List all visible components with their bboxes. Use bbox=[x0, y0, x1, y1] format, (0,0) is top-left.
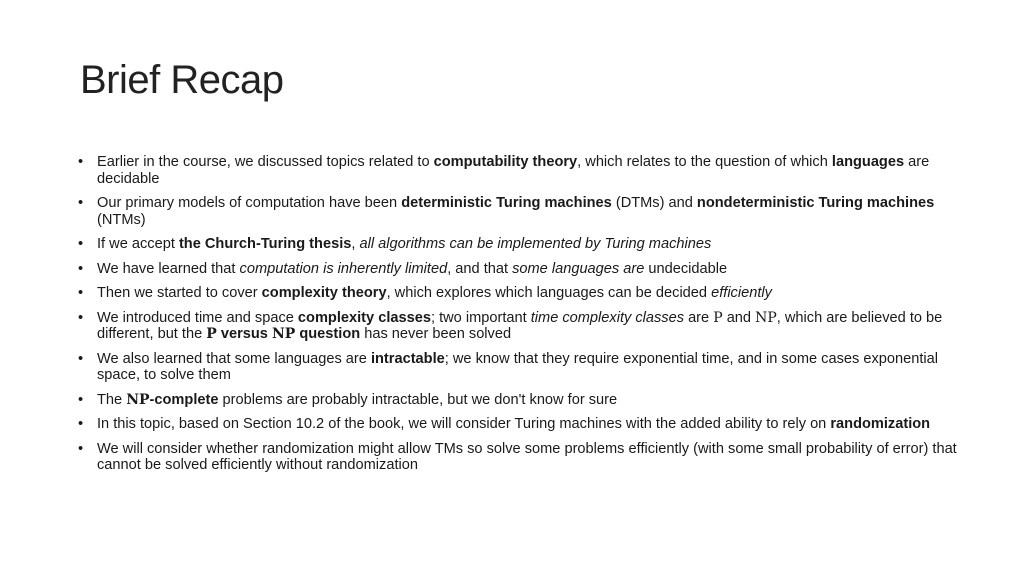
text-run: We will consider whether randomization might allow TMs so solve some problems efficiently (with some small probability of error) that cannot be solved efficiently without randomization bbox=[97, 440, 957, 473]
text-run: and bbox=[722, 309, 756, 326]
math-symbol-bold: NP bbox=[126, 391, 150, 408]
italic-phrase: time complexity classes bbox=[530, 309, 685, 326]
text-run: We also learned that some languages are bbox=[97, 350, 371, 367]
text-run: The bbox=[97, 391, 127, 408]
math-symbol: P bbox=[713, 309, 723, 326]
text-run: ; two important bbox=[430, 309, 531, 326]
text-run: Earlier in the course, we discussed topics related to bbox=[97, 154, 434, 170]
text-run: are bbox=[684, 309, 714, 326]
text-run: (DTMs) and bbox=[611, 195, 697, 211]
bullet-item bbox=[78, 392, 958, 409]
bullet-item bbox=[78, 154, 958, 187]
bold-term: question bbox=[295, 326, 361, 342]
text-run: , which are believed to be different, but the bbox=[97, 309, 943, 342]
text-run: Then we started to cover bbox=[97, 285, 262, 301]
bullet-item bbox=[78, 416, 958, 433]
bullet-item bbox=[78, 351, 958, 384]
text-run: We have learned that bbox=[97, 260, 240, 277]
math-symbol-bold: NP bbox=[271, 326, 296, 342]
bold-term: deterministic Turing machines bbox=[401, 195, 612, 211]
bold-term: versus bbox=[216, 326, 272, 342]
bold-term: computability theory bbox=[433, 154, 578, 170]
italic-phrase: some languages are bbox=[512, 260, 645, 277]
bold-term: randomization bbox=[830, 416, 931, 432]
italic-phrase: computation is inherently limited bbox=[239, 260, 448, 277]
bullet-item bbox=[78, 441, 958, 474]
slide-title: Brief Recap bbox=[80, 58, 284, 102]
bold-term: complexity theory bbox=[261, 285, 387, 301]
text-run: If we accept bbox=[97, 236, 179, 252]
bold-term: -complete bbox=[149, 391, 219, 408]
text-run: undecidable bbox=[644, 260, 728, 277]
bold-term: nondeterministic Turing machines bbox=[696, 195, 935, 211]
bullet-item bbox=[78, 236, 958, 253]
bold-term: languages bbox=[831, 154, 905, 170]
text-run: , and that bbox=[447, 260, 513, 277]
text-run: In this topic, based on Section 10.2 of the book, we will consider Turing machines with the added ability to rely on bbox=[97, 416, 831, 432]
bullet-item bbox=[78, 195, 958, 228]
bold-term: the Church-Turing thesis bbox=[178, 236, 352, 252]
bullet-item bbox=[78, 285, 958, 302]
text-run: We introduced time and space bbox=[97, 309, 298, 326]
math-symbol: NP bbox=[755, 309, 777, 326]
bullet-list bbox=[78, 154, 958, 482]
text-run: Our primary models of computation have been bbox=[97, 195, 402, 211]
text-run: problems are probably intractable, but we don't know for sure bbox=[218, 391, 618, 408]
bullet-item bbox=[78, 310, 958, 343]
bullet-item bbox=[78, 261, 958, 278]
text-run: (NTMs) bbox=[97, 211, 146, 228]
bold-term: intractable bbox=[370, 350, 445, 367]
text-run: ; we know that they require exponential time, and in some cases exponential space, to solve them bbox=[97, 350, 938, 383]
italic-phrase: efficiently bbox=[711, 285, 772, 301]
math-symbol-bold: P bbox=[206, 326, 217, 342]
text-run: , which relates to the question of which bbox=[577, 154, 832, 170]
text-run: , which explores which languages can be decided bbox=[386, 285, 712, 301]
text-run: , bbox=[351, 236, 360, 252]
italic-phrase: all algorithms can be implemented by Turing machines bbox=[359, 236, 712, 252]
text-run: are decidable bbox=[97, 154, 930, 187]
text-run: has never been solved bbox=[360, 326, 512, 342]
bold-term: complexity classes bbox=[297, 309, 431, 326]
